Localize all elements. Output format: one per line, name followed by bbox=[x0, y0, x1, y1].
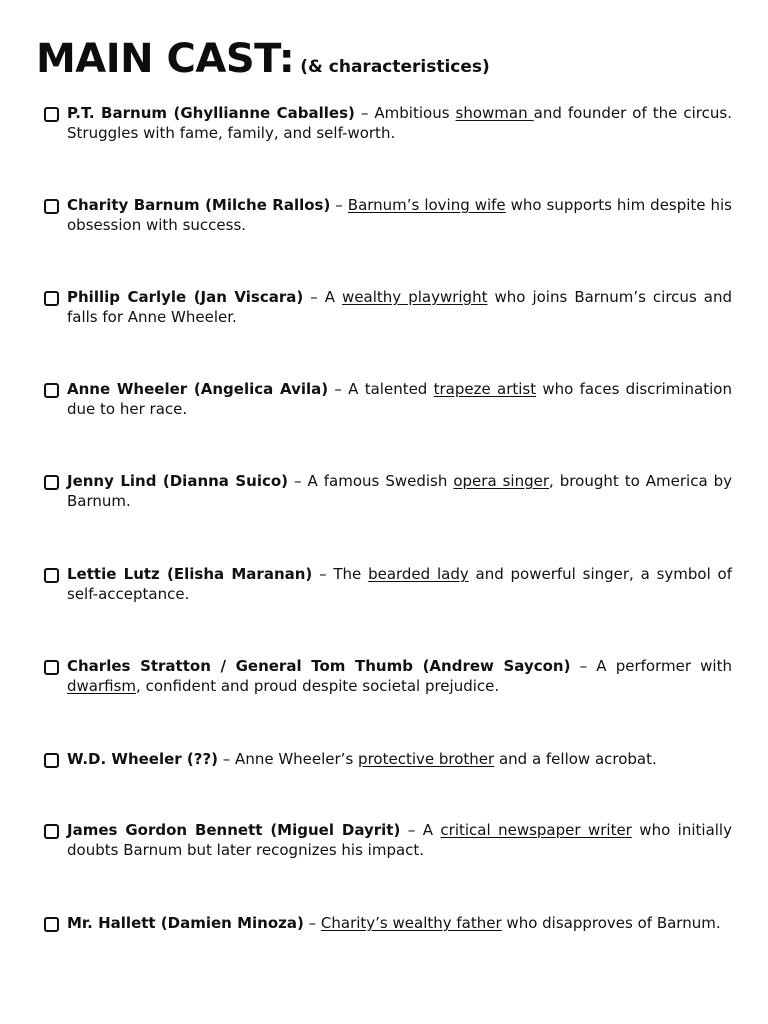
cast-entry-text bbox=[67, 379, 732, 419]
cast-entry bbox=[44, 820, 732, 860]
cast-entry-text bbox=[67, 103, 732, 143]
cast-entry bbox=[44, 749, 732, 769]
cast-description: and powerful singer, a symbol of self-acceptance. bbox=[67, 565, 733, 603]
cast-entry-text bbox=[67, 820, 732, 860]
cast-trait: wealthy playwright bbox=[342, 288, 488, 306]
checkbox[interactable] bbox=[44, 660, 59, 675]
cast-entry bbox=[44, 913, 732, 933]
cast-name: Anne Wheeler (Angelica Avila) bbox=[67, 380, 329, 398]
cast-description: – The bbox=[312, 565, 369, 583]
cast-trait: bearded lady bbox=[368, 565, 469, 583]
cast-description: and a fellow acrobat. bbox=[494, 750, 657, 768]
page-title: MAIN CAST: bbox=[36, 36, 295, 82]
cast-description: – Ambitious bbox=[354, 104, 456, 122]
cast-entry-text bbox=[67, 471, 732, 511]
cast-trait: critical newspaper writer bbox=[440, 821, 632, 839]
cast-description: – Anne Wheeler’s bbox=[218, 750, 359, 768]
cast-entry-text bbox=[67, 913, 732, 933]
checkbox[interactable] bbox=[44, 383, 59, 398]
page-subtitle: (& characteristices) bbox=[300, 57, 490, 77]
cast-entry bbox=[44, 195, 732, 235]
checkbox[interactable] bbox=[44, 199, 59, 214]
cast-trait: dwarfism bbox=[67, 677, 137, 695]
cast-entry bbox=[44, 287, 732, 327]
checkbox[interactable] bbox=[44, 107, 59, 122]
cast-entry-text bbox=[67, 564, 732, 604]
cast-entry bbox=[44, 103, 732, 143]
checkbox[interactable] bbox=[44, 753, 59, 768]
cast-description: who supports him despite his obsession with success. bbox=[67, 196, 732, 234]
page-header bbox=[36, 36, 490, 82]
cast-description: – A talented bbox=[328, 380, 434, 398]
cast-description: , brought to America by Barnum. bbox=[67, 472, 733, 510]
cast-trait: opera singer bbox=[453, 472, 550, 490]
cast-name: Jenny Lind (Dianna Suico) bbox=[67, 472, 289, 490]
cast-entry bbox=[44, 471, 732, 511]
checkbox[interactable] bbox=[44, 824, 59, 839]
cast-trait: Barnum’s loving wife bbox=[347, 196, 506, 214]
cast-trait: protective brother bbox=[358, 750, 495, 768]
cast-entry bbox=[44, 379, 732, 419]
cast-name: Charles Stratton / General Tom Thumb (Andrew Saycon) bbox=[67, 657, 571, 675]
cast-name: W.D. Wheeler (??) bbox=[67, 750, 219, 768]
cast-description: – A bbox=[303, 288, 343, 306]
cast-name: Mr. Hallett (Damien Minoza) bbox=[67, 914, 304, 932]
cast-name: Lettie Lutz (Elisha Maranan) bbox=[67, 565, 313, 583]
cast-entry bbox=[44, 656, 732, 696]
cast-name: P.T. Barnum (Ghyllianne Caballes) bbox=[67, 104, 355, 122]
cast-description: – bbox=[330, 196, 348, 214]
cast-name: Phillip Carlyle (Jan Viscara) bbox=[67, 288, 304, 306]
cast-description: – A famous Swedish bbox=[288, 472, 454, 490]
cast-trait: trapeze artist bbox=[433, 380, 537, 398]
cast-description: who initially doubts Barnum but later recognizes his impact. bbox=[67, 821, 732, 859]
cast-name: Charity Barnum (Milche Rallos) bbox=[67, 196, 331, 214]
checkbox[interactable] bbox=[44, 291, 59, 306]
cast-description: who disapproves of Barnum. bbox=[501, 914, 721, 932]
checkbox[interactable] bbox=[44, 917, 59, 932]
cast-description: and founder of the circus. Struggles with fame, family, and self-worth. bbox=[67, 104, 732, 142]
cast-trait: Charity’s wealthy father bbox=[320, 914, 502, 932]
checkbox[interactable] bbox=[44, 475, 59, 490]
cast-entry-text bbox=[67, 287, 732, 327]
cast-entry-text bbox=[67, 195, 732, 235]
cast-description: – A bbox=[400, 821, 441, 839]
cast-description: – bbox=[303, 914, 321, 932]
cast-description: who joins Barnum’s circus and falls for Anne Wheeler. bbox=[67, 288, 732, 326]
cast-trait: showman bbox=[455, 104, 534, 122]
cast-entry bbox=[44, 564, 732, 604]
cast-name: James Gordon Bennett (Miguel Dayrit) bbox=[67, 821, 401, 839]
checkbox[interactable] bbox=[44, 568, 59, 583]
cast-description: , confident and proud despite societal prejudice. bbox=[136, 677, 500, 695]
cast-entry-text bbox=[67, 749, 732, 769]
cast-description: – A performer with bbox=[570, 657, 732, 675]
cast-description: who faces discrimination due to her race. bbox=[67, 380, 732, 418]
cast-entry-text bbox=[67, 656, 732, 696]
